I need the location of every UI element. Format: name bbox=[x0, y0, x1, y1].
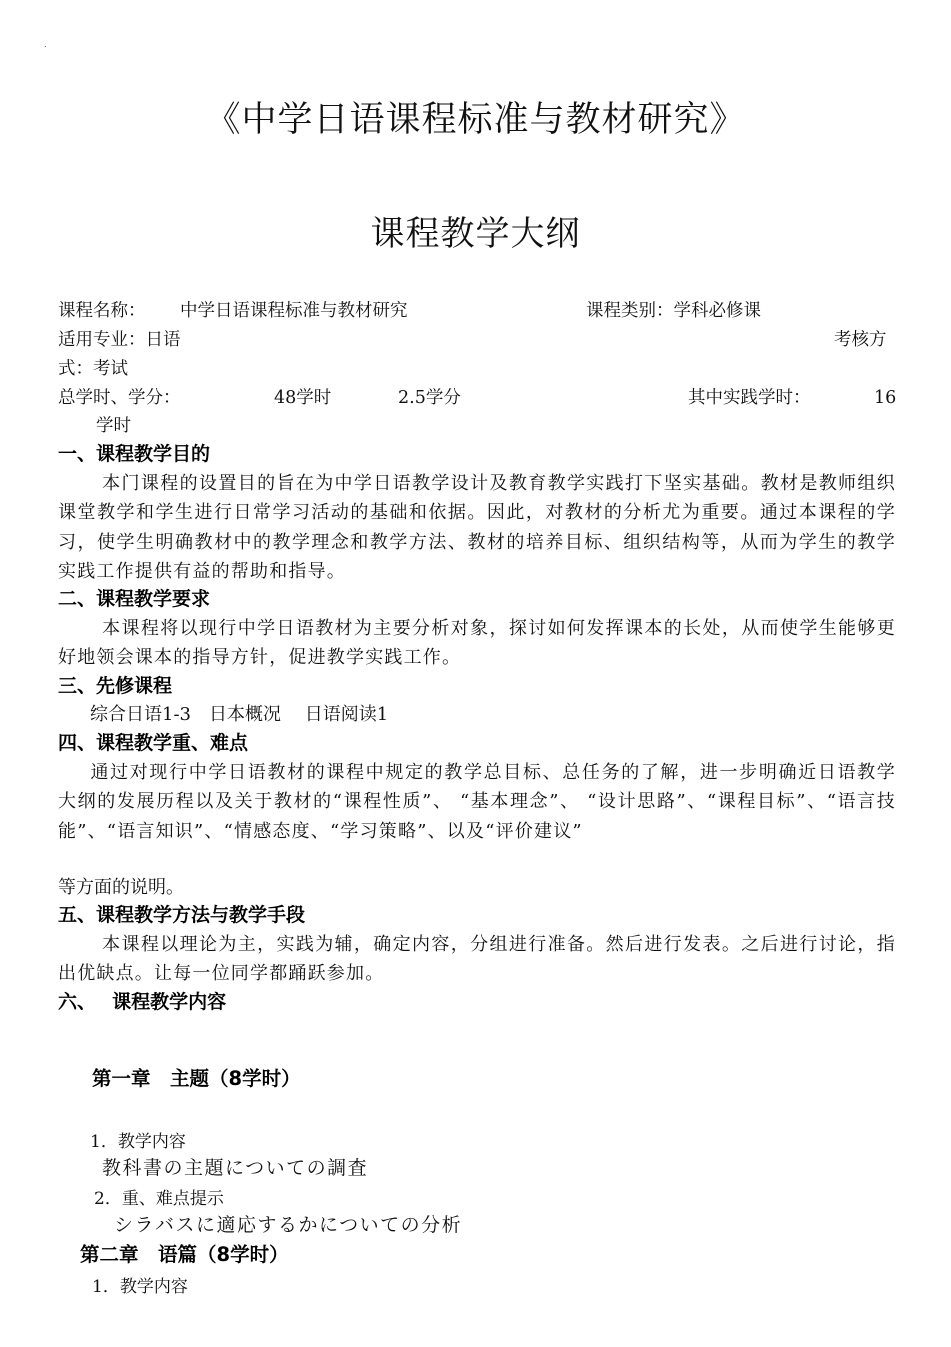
credits: 2.5学分 bbox=[398, 388, 461, 408]
prerequisite-courses: 综合日语1-3 日本概况 日语阅读1 bbox=[90, 704, 389, 725]
section-text: 本课程以理论为主，实践为辅，确定内容，分组进行准备。然后进行发表。之后进行讨论，指出优缺点。让每一位同学都踊跃参加。 bbox=[58, 934, 896, 985]
course-name-label: 课程名称： bbox=[58, 301, 146, 321]
assessment-method: 式：考试 bbox=[58, 359, 128, 379]
course-type: 课程类别：学科必修课 bbox=[586, 301, 761, 321]
section-text: 本课程将以现行中学日语教材为主要分析对象，探讨如何发挥课本的长处，从而使学生能够更好地领会课本的指导方针，促进教学实践工作。 bbox=[58, 618, 896, 669]
course-name: 中学日语课程标准与教材研究 bbox=[180, 301, 408, 321]
assessment-label: 考核方 bbox=[834, 330, 887, 350]
practice-hours-unit: 学时 bbox=[96, 416, 131, 436]
section-text: 本门课程的设置目的旨在为中学日语教学设计及教育教学实践打下坚实基础。教材是教师组织课堂教学和学生进行日常学习活动的基础和依据。因此，对教材的分析尤为重要。通过本课程的学习，使学生明确教材中的教学理念和教学方法、教材的培养目标、组织结构等，从而为学生的教学实践工作提供有益的帮助和指导。 bbox=[58, 473, 896, 582]
section-text: 通过对现行中学日语教材的课程中规定的教学总目标、总任务的了解，进一步明确近日语教学大纲的发展历程以及关于教材的“课程性质”、 “基本理念”、 “设计思路”、“课程目标”、“语言技能”、“语言知识”、“情感态度、“学习策略”、以及“评价建议” bbox=[58, 762, 896, 842]
document-title: 《中学日语课程标准与教材研究》 bbox=[205, 100, 746, 140]
total-hours: 48学时 bbox=[274, 388, 332, 408]
chapter-title: 第一章 主题（8学时） bbox=[92, 1067, 301, 1090]
chapter-item-text: シラバスに適応するかについての分析 bbox=[114, 1214, 463, 1236]
practice-hours-label: 其中实践学时： bbox=[688, 388, 811, 408]
applicable-major: 适用专业：日语 bbox=[58, 330, 181, 350]
chapter-item-text: 教科書の主題についての調査 bbox=[102, 1157, 369, 1179]
section-body bbox=[58, 930, 896, 989]
section-heading: 一、课程教学目的 bbox=[58, 443, 211, 465]
practice-hours-value: 16 bbox=[874, 388, 897, 408]
hours-label: 总学时、学分： bbox=[58, 388, 181, 408]
section-heading: 四、课程教学重、难点 bbox=[58, 732, 249, 754]
section-body bbox=[58, 614, 896, 673]
section-heading: 二、课程教学要求 bbox=[58, 588, 211, 610]
section-tail: 等方面的说明。 bbox=[58, 877, 184, 898]
document-subtitle: 课程教学大纲 bbox=[370, 214, 581, 254]
chapter-title: 第二章 语篇（8学时） bbox=[80, 1243, 289, 1266]
chapter-item-label: 1．教学内容 bbox=[92, 1277, 188, 1297]
section-body bbox=[58, 758, 896, 846]
section-heading: 五、课程教学方法与教学手段 bbox=[58, 904, 306, 926]
corner-mark: . bbox=[44, 40, 47, 49]
chapter-item-label: 1．教学内容 bbox=[90, 1132, 186, 1152]
section-heading: 三、先修课程 bbox=[58, 675, 173, 697]
chapter-item-label: 2．重、难点提示 bbox=[94, 1189, 224, 1209]
section-heading: 六、 课程教学内容 bbox=[58, 991, 227, 1013]
section-body bbox=[58, 469, 896, 586]
